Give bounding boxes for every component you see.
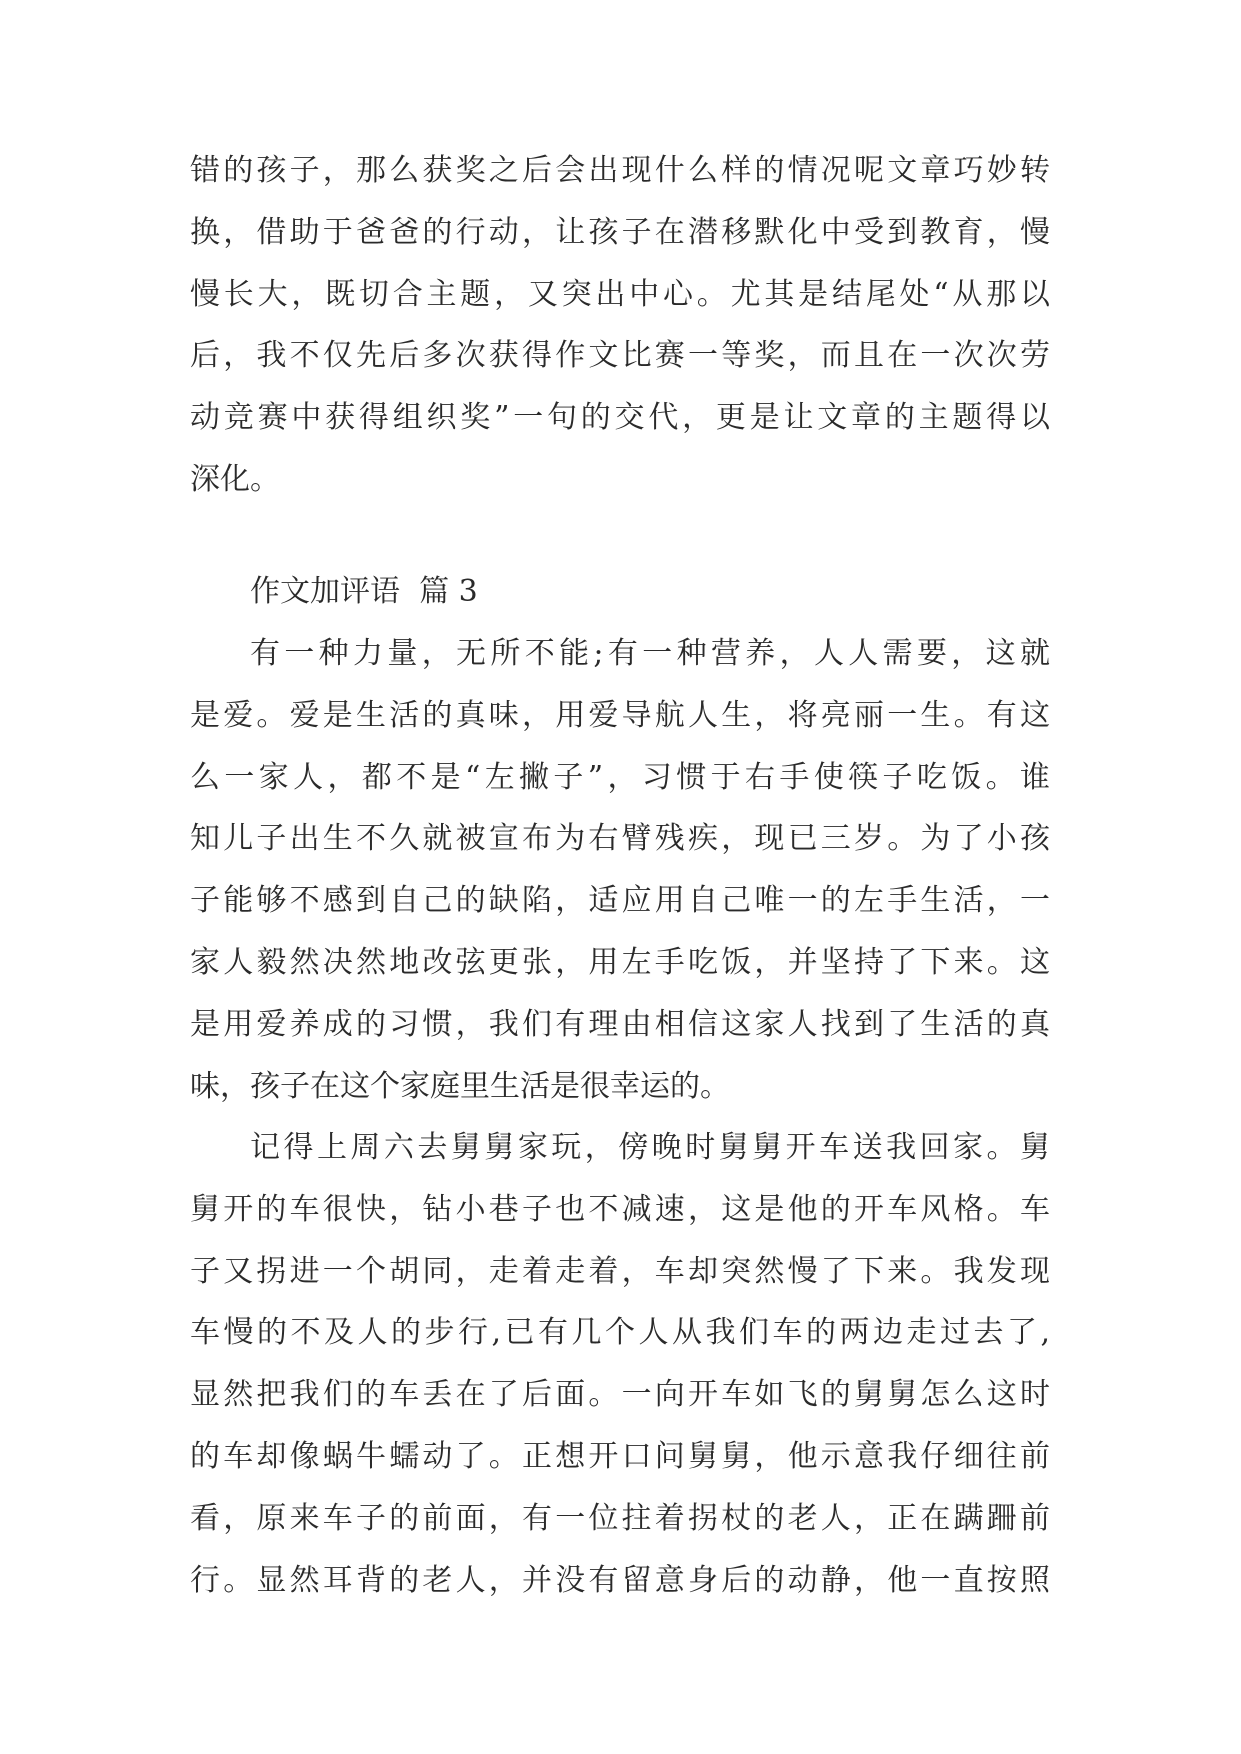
section-heading-block <box>190 561 1050 623</box>
paragraph-line: 子能够不感到自己的缺陷，适应用自己唯一的左手生活，一 <box>190 883 1050 919</box>
paragraph-line: 动竞赛中获得组织奖”一句的交代，更是让文章的主题得以 <box>190 400 1050 436</box>
paragraph-line: 的车却像蜗牛蠕动了。正想开口问舅舅，他示意我仔细往前 <box>190 1438 1050 1474</box>
paragraph-line: 味，孩子在这个家庭里生活是很幸运的。 <box>190 1068 730 1104</box>
paragraph-line: 换，借助于爸爸的行动，让孩子在潜移默化中受到教育，慢 <box>190 214 1050 250</box>
paragraph-line: 显然把我们的车丢在了后面。一向开车如飞的舅舅怎么这时 <box>190 1377 1050 1413</box>
paragraph-line: 看，原来车子的前面，有一位拄着拐杖的老人，正在蹒跚前 <box>190 1500 1050 1536</box>
paragraph-line: 有一种力量，无所不能;有一种营养，人人需要，这就 <box>250 636 1050 671</box>
paragraph-line: 知儿子出生不久就被宣布为右臂残疾，现已三岁。为了小孩 <box>190 821 1050 857</box>
paragraph-line: 家人毅然决然地改弦更张，用左手吃饭，并坚持了下来。这 <box>190 944 1050 980</box>
paragraph-line: 后，我不仅先后多次获得作文比赛一等奖，而且在一次次劳 <box>190 338 1050 374</box>
paragraph-line: 是用爱养成的习惯，我们有理由相信这家人找到了生活的真 <box>190 1006 1050 1042</box>
paragraph-line: 是爱。爱是生活的真味，用爱导航人生，将亮丽一生。有这 <box>190 697 1050 733</box>
paragraph-line: 车慢的不及人的步行,已有几个人从我们车的两边走过去了, <box>190 1315 1050 1351</box>
section-heading: 作文加评语 篇 3 <box>250 574 478 609</box>
paragraph-line: 舅开的车很快，钻小巷子也不减速，这是他的开车风格。车 <box>190 1191 1050 1227</box>
paragraph-2 <box>190 1117 1050 1611</box>
paragraph-line: 么一家人，都不是“左撇子”，习惯于右手使筷子吃饭。谁 <box>190 759 1050 795</box>
paragraph-line: 深化。 <box>190 461 280 497</box>
paragraph-line: 行。显然耳背的老人，并没有留意身后的动静，他一直按照 <box>190 1562 1050 1598</box>
paragraph-1 <box>190 623 1050 1117</box>
paragraph-line: 子又拐进一个胡同，走着走着，车却突然慢了下来。我发现 <box>190 1253 1050 1289</box>
top-paragraph <box>190 140 1050 511</box>
paragraph-line: 慢长大，既切合主题，又突出中心。尤其是结尾处“从那以 <box>190 276 1050 312</box>
paragraph-line: 错的孩子，那么获奖之后会出现什么样的情况呢文章巧妙转 <box>190 153 1050 188</box>
paragraph-line: 记得上周六去舅舅家玩，傍晚时舅舅开车送我回家。舅 <box>250 1130 1050 1165</box>
